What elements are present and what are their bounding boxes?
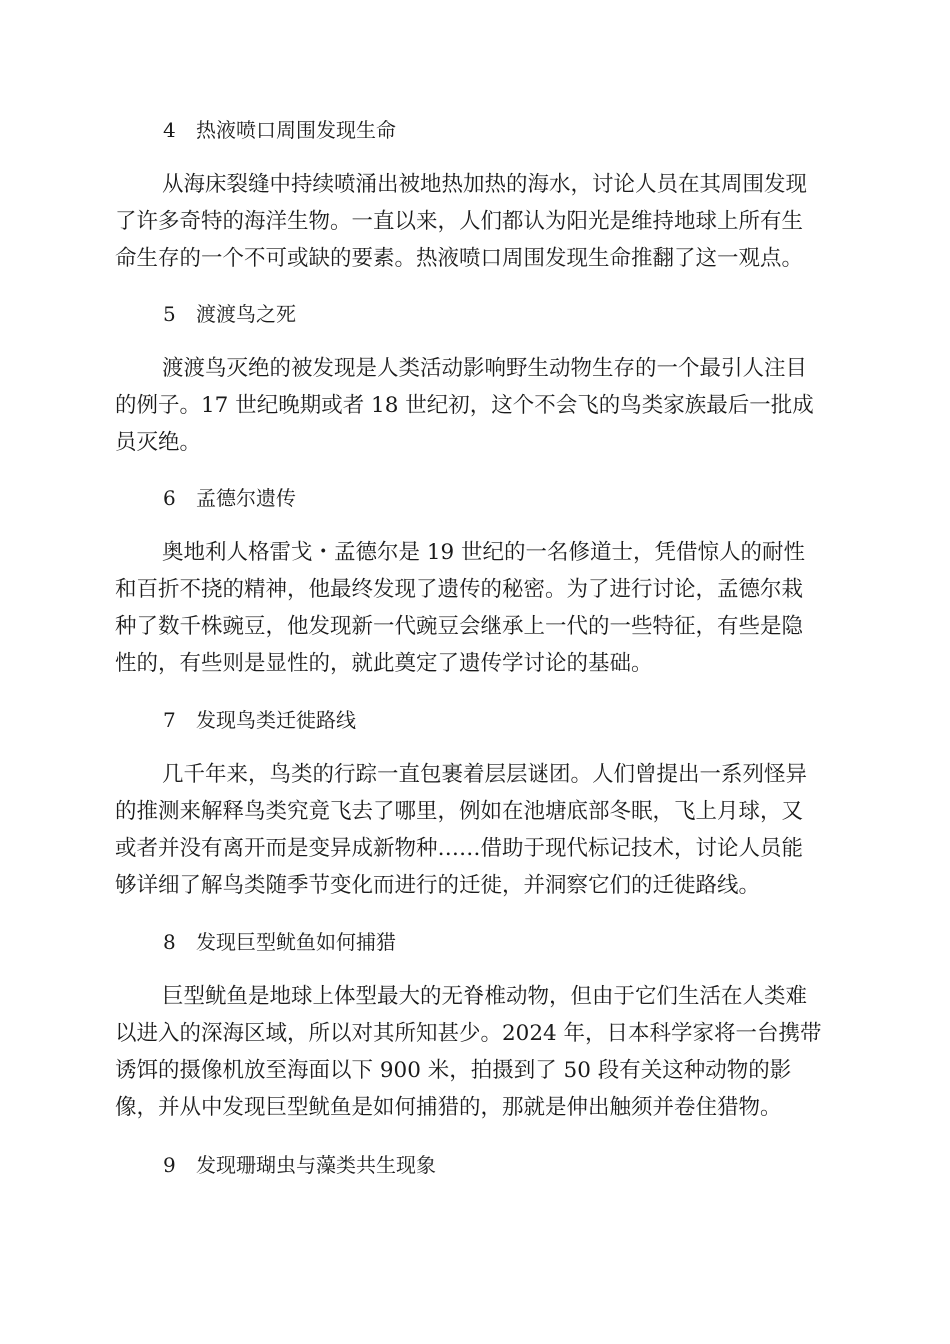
paragraph-line: 命生存的一个不可或缺的要素。热液喷口周围发现生命推翻了这一观点。: [115, 246, 804, 271]
paragraph-line: 够详细了解鸟类随季节变化而进行的迁徙，并洞察它们的迁徙路线。: [115, 873, 761, 898]
section-title: 渡渡鸟之死: [196, 302, 296, 326]
section-number: 6: [163, 486, 176, 510]
paragraph-line: 巨型鱿鱼是地球上体型最大的无脊椎动物，但由于它们生活在人类难: [162, 984, 808, 1009]
paragraph-line: 员灭绝。: [115, 430, 202, 455]
paragraph-line: 奥地利人格雷戈・孟德尔是 19 世纪的一名修道士，凭借惊人的耐性: [162, 540, 806, 565]
paragraph-line: 渡渡鸟灭绝的被发现是人类活动影响野生动物生存的一个最引人注目: [162, 356, 808, 381]
section-number: 5: [163, 302, 176, 326]
paragraph-line: 诱饵的摄像机放至海面以下 900 米，拍摄到了 50 段有关这种动物的影: [115, 1058, 792, 1083]
paragraph-line: 和百折不挠的精神，他最终发现了遗传的秘密。为了进行讨论，孟德尔栽: [115, 577, 804, 602]
section-paragraph: [115, 350, 841, 461]
section-title: 孟德尔遗传: [196, 486, 296, 510]
section-paragraph: [115, 756, 841, 904]
paragraph-line: 的例子。17 世纪晚期或者 18 世纪初，这个不会飞的鸟类家族最后一批成: [115, 393, 814, 418]
section-paragraph: [115, 978, 841, 1126]
paragraph-line: 的推测来解释鸟类究竟飞去了哪里，例如在池塘底部冬眠，飞上月球，又: [115, 799, 804, 824]
paragraph-line: 几千年来，鸟类的行踪一直包裹着层层谜团。人们曾提出一系列怪异: [162, 762, 808, 787]
section-heading: [163, 484, 296, 512]
section-number: 8: [163, 930, 176, 954]
section-title: 热液喷口周围发现生命: [196, 118, 396, 142]
section-heading: [163, 116, 396, 144]
paragraph-line: 从海床裂缝中持续喷涌出被地热加热的海水，讨论人员在其周围发现: [162, 172, 808, 197]
paragraph-line: 或者并没有离开而是变异成新物种……借助于现代标记技术，讨论人员能: [115, 836, 804, 861]
section-paragraph: [115, 534, 841, 682]
section-heading: [163, 928, 396, 956]
paragraph-line: 性的，有些则是显性的，就此奠定了遗传学讨论的基础。: [115, 651, 653, 676]
section-heading: [163, 300, 296, 328]
paragraph-line: 以进入的深海区域，所以对其所知甚少。2024 年，日本科学家将一台携带: [115, 1021, 822, 1046]
section-title: 发现珊瑚虫与藻类共生现象: [196, 1153, 436, 1177]
section-number: 7: [163, 708, 176, 732]
paragraph-line: 像，并从中发现巨型鱿鱼是如何捕猎的，那就是伸出触须并卷住猎物。: [115, 1095, 782, 1120]
section-heading: [163, 1151, 436, 1179]
section-title: 发现鸟类迁徙路线: [196, 708, 356, 732]
section-number: 9: [163, 1153, 176, 1177]
section-paragraph: [115, 166, 841, 277]
section-heading: [163, 706, 356, 734]
paragraph-line: 种了数千株豌豆，他发现新一代豌豆会继承上一代的一些特征，有些是隐: [115, 614, 804, 639]
paragraph-line: 了许多奇特的海洋生物。一直以来，人们都认为阳光是维持地球上所有生: [115, 209, 804, 234]
section-number: 4: [163, 118, 176, 142]
section-title: 发现巨型鱿鱼如何捕猎: [196, 930, 396, 954]
